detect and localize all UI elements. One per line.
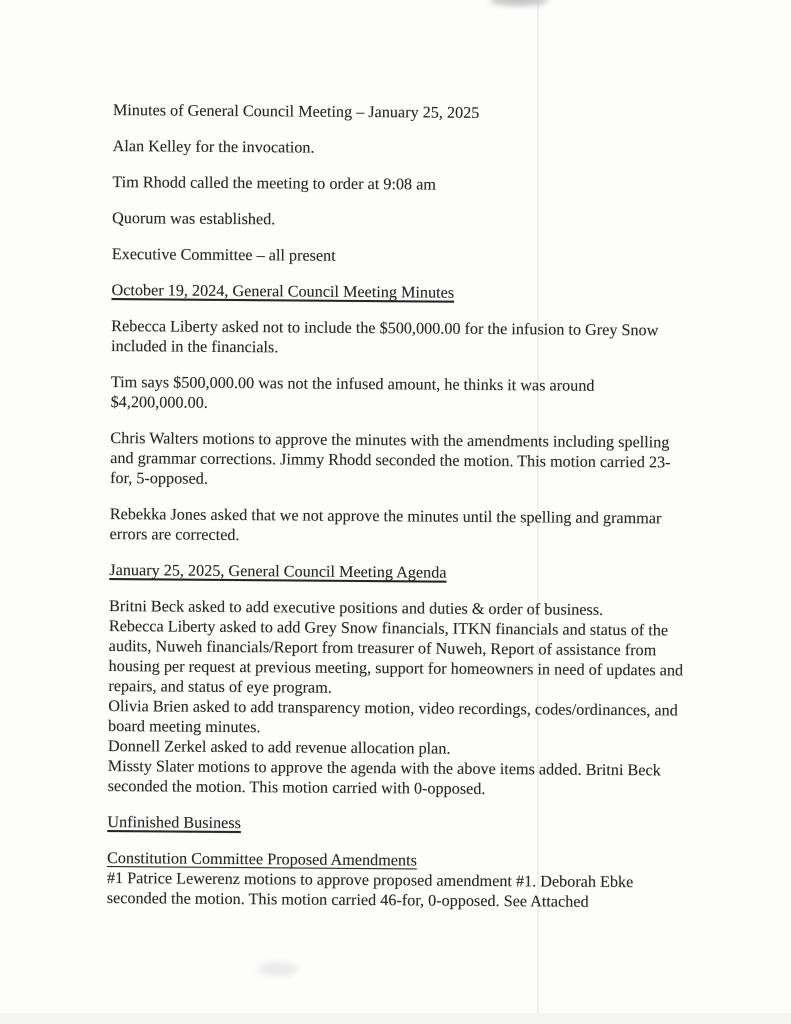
paragraph: Chris Walters motions to approve the minutes with the amendments including spelling and grammar corrections. Jimmy Rhodd seconded the motion. This motion carried 23- for, 5-opposed. <box>109 428 671 488</box>
scan-smudge-top <box>490 0 548 6</box>
section-heading-january-agenda: January 25, 2025, General Council Meeting Agenda <box>109 560 447 582</box>
section-heading-october-minutes: October 19, 2024, General Council Meeting Minutes <box>111 280 455 302</box>
section-heading-unfinished-business: Unfinished Business <box>107 812 241 833</box>
intro-line-executive-committee: Executive Committee – all present <box>111 244 336 265</box>
paragraph: #1 Patrice Lewerenz motions to approve proposed amendment #1. Deborah Ebke seconded the motion. This motion carried 46-for, 0-opposed. See Attached <box>106 868 634 911</box>
agenda-item: Olivia Brien asked to add transparency motion, video recordings, codes/ordinances, and board meeting minutes. <box>108 696 678 737</box>
subheading-constitution-amendments: Constitution Committee Proposed Amendments <box>106 848 417 870</box>
intro-line-call-to-order: Tim Rhodd called the meeting to order at 9:08 am <box>112 172 436 194</box>
paragraph: Tim says $500,000.00 was not the infused amount, he thinks it was around $4,200,000.00. <box>110 372 595 412</box>
scan-smudge-bottom <box>258 962 298 976</box>
paragraph: Rebecca Liberty asked not to include the $500,000.00 for the infusion to Grey Snow included in the financials. <box>110 316 659 357</box>
document-body <box>107 100 758 929</box>
intro-line-invocation: Alan Kelley for the invocation. <box>112 136 315 157</box>
paragraph: Rebekka Jones asked that we not approve the minutes until the spelling and grammar errors are corrected. <box>109 504 662 545</box>
agenda-item: Rebecca Liberty asked to add Grey Snow financials, ITKN financials and status of the audits, Nuweh financials/Report from treasurer of Nuweh, Report of assistance from housing per request at previous meeting, support for homeowners in need of updates and repairs, and status of eye program. <box>108 616 684 697</box>
intro-line-quorum: Quorum was established. <box>112 208 276 229</box>
doc-title: Minutes of General Council Meeting – January 25, 2025 <box>112 100 480 122</box>
agenda-item: Britni Beck asked to add executive positions and duties & order of business. <box>108 596 604 619</box>
scan-edge-shadow <box>0 1013 791 1024</box>
agenda-item: Donnell Zerkel asked to add revenue allocation plan. <box>107 736 451 758</box>
agenda-item: Missty Slater motions to approve the agenda with the above items added. Britni Beck seconded the motion. This motion carried with 0-opposed. <box>107 756 661 798</box>
agenda-items <box>108 596 755 801</box>
